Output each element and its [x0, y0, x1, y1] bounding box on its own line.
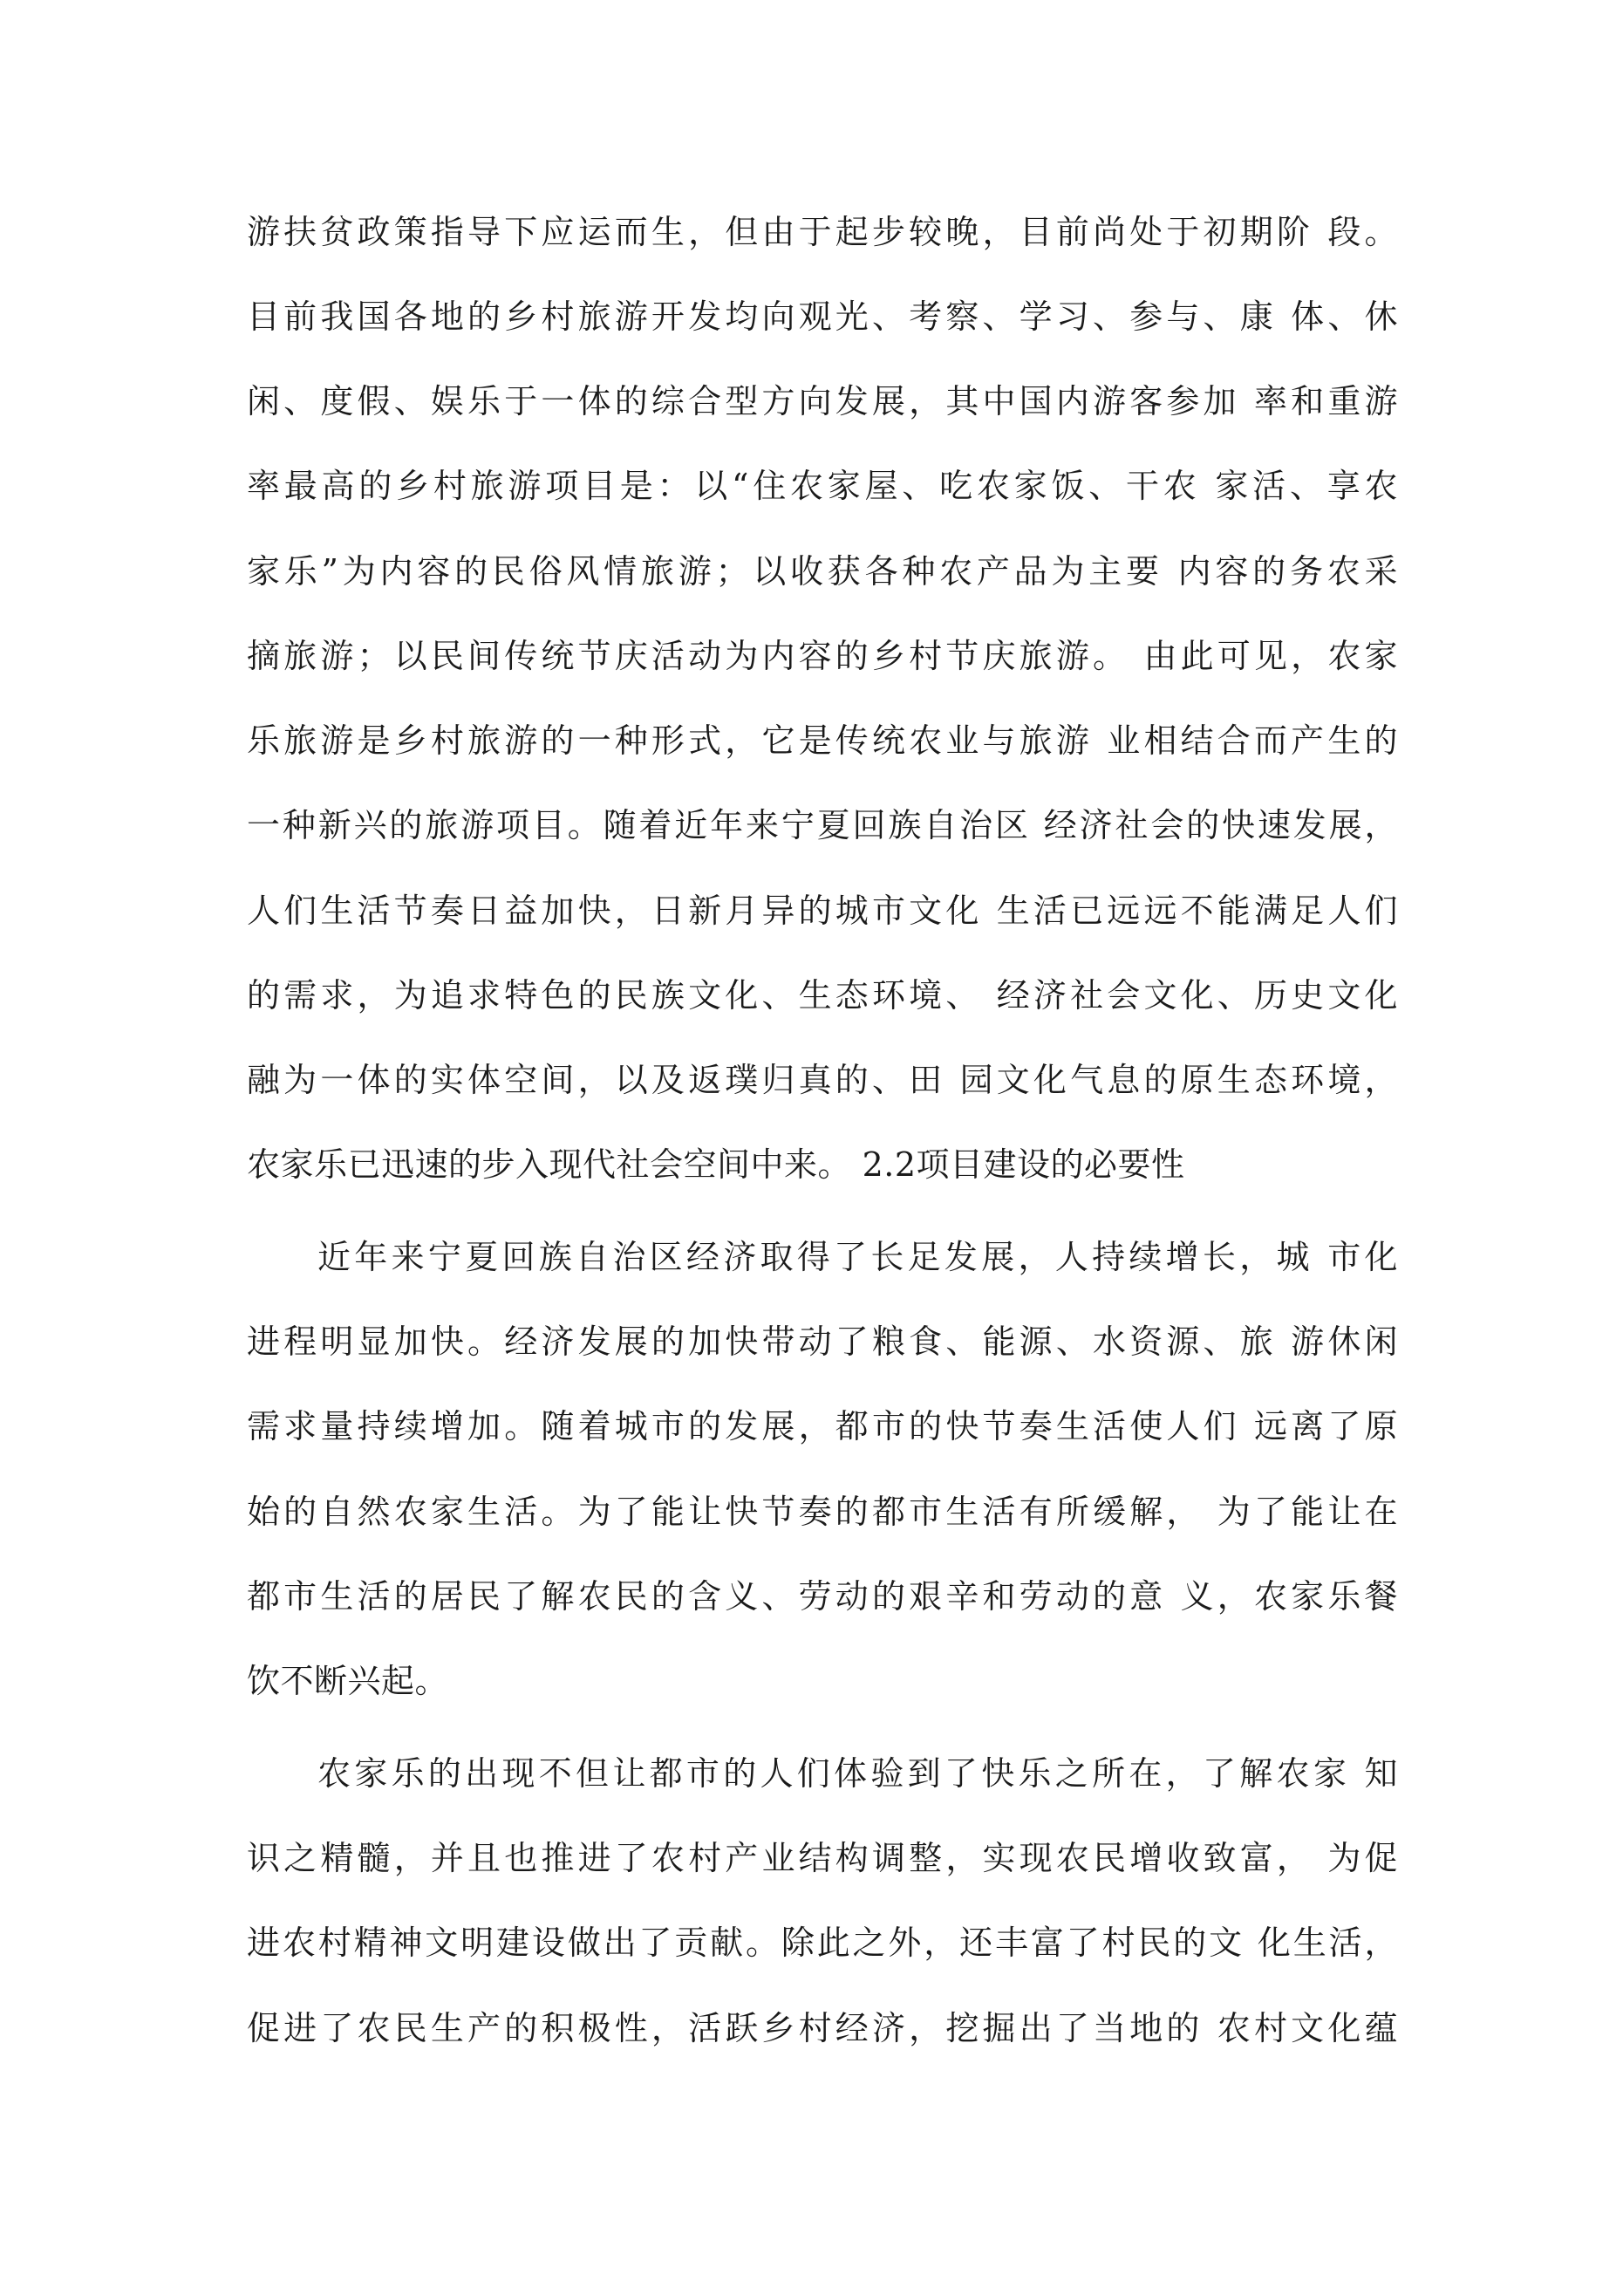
- text-line: 识之精髓，并且也推进了农村产业结构调整，实现农民增收致富， 为促: [247, 1839, 1398, 1877]
- paragraph-first-line: 近年来宁夏回族自治区经济取得了长足发展，人持续增长，城 市化: [317, 1238, 1398, 1276]
- text-line: 进程明显加快。经济发展的加快带动了粮食、能源、水资源、旅 游休闲: [247, 1322, 1398, 1361]
- text-line: 融为一体的实体空间，以及返璞归真的、田 园文化气息的原生态环境，: [247, 1061, 1398, 1099]
- paragraph-first-line: 农家乐的出现不但让都市的人们体验到了快乐之所在，了解农家 知: [317, 1754, 1398, 1793]
- text-line: 的需求，为追求特色的民族文化、生态环境、 经济社会文化、历史文化: [247, 976, 1398, 1015]
- text-line: 摘旅游；以民间传统节庆活动为内容的乡村节庆旅游。 由此可见，农家: [247, 637, 1398, 675]
- text-line: 率最高的乡村旅游项目是：以“住农家屋、吃农家饭、干农 家活、享农: [247, 467, 1398, 505]
- text-line: 进农村精神文明建设做出了贡献。除此之外，还丰富了村民的文 化生活，: [247, 1924, 1398, 1962]
- text-line: 家乐”为内容的民俗风情旅游；以收获各种农产品为主要 内容的务农采: [247, 552, 1398, 591]
- text-line: 农家乐已迅速的步入现代社会空间中来。 2.2项目建设的必要性: [247, 1145, 1185, 1184]
- text-line: 始的自然农家生活。为了能让快节奏的都市生活有所缓解， 为了能让在: [247, 1493, 1398, 1531]
- text-line: 游扶贫政策指导下应运而生，但由于起步较晚，目前尚处于初期阶 段。: [247, 213, 1398, 251]
- text-line: 一种新兴的旅游项目。随着近年来宁夏回族自治区 经济社会的快速发展，: [247, 806, 1398, 844]
- text-line: 人们生活节奏日益加快，日新月异的城市文化 生活已远远不能满足人们: [247, 892, 1398, 930]
- text-line: 目前我国各地的乡村旅游开发均向观光、考察、学习、参与、康 体、休: [247, 297, 1398, 336]
- text-line: 都市生活的居民了解农民的含义、劳动的艰辛和劳动的意 义，农家乐餐: [247, 1577, 1398, 1616]
- text-line: 闲、度假、娱乐于一体的综合型方向发展，其中国内游客参加 率和重游: [247, 382, 1398, 420]
- text-line: 饮不断兴起。: [247, 1662, 449, 1700]
- text-line: 促进了农民生产的积极性，活跃乡村经济，挖掘出了当地的 农村文化蕴: [247, 2009, 1398, 2047]
- text-line: 乐旅游是乡村旅游的一种形式，它是传统农业与旅游 业相结合而产生的: [247, 721, 1398, 760]
- text-line: 需求量持续增加。随着城市的发展，都市的快节奏生活使人们 远离了原: [247, 1407, 1398, 1445]
